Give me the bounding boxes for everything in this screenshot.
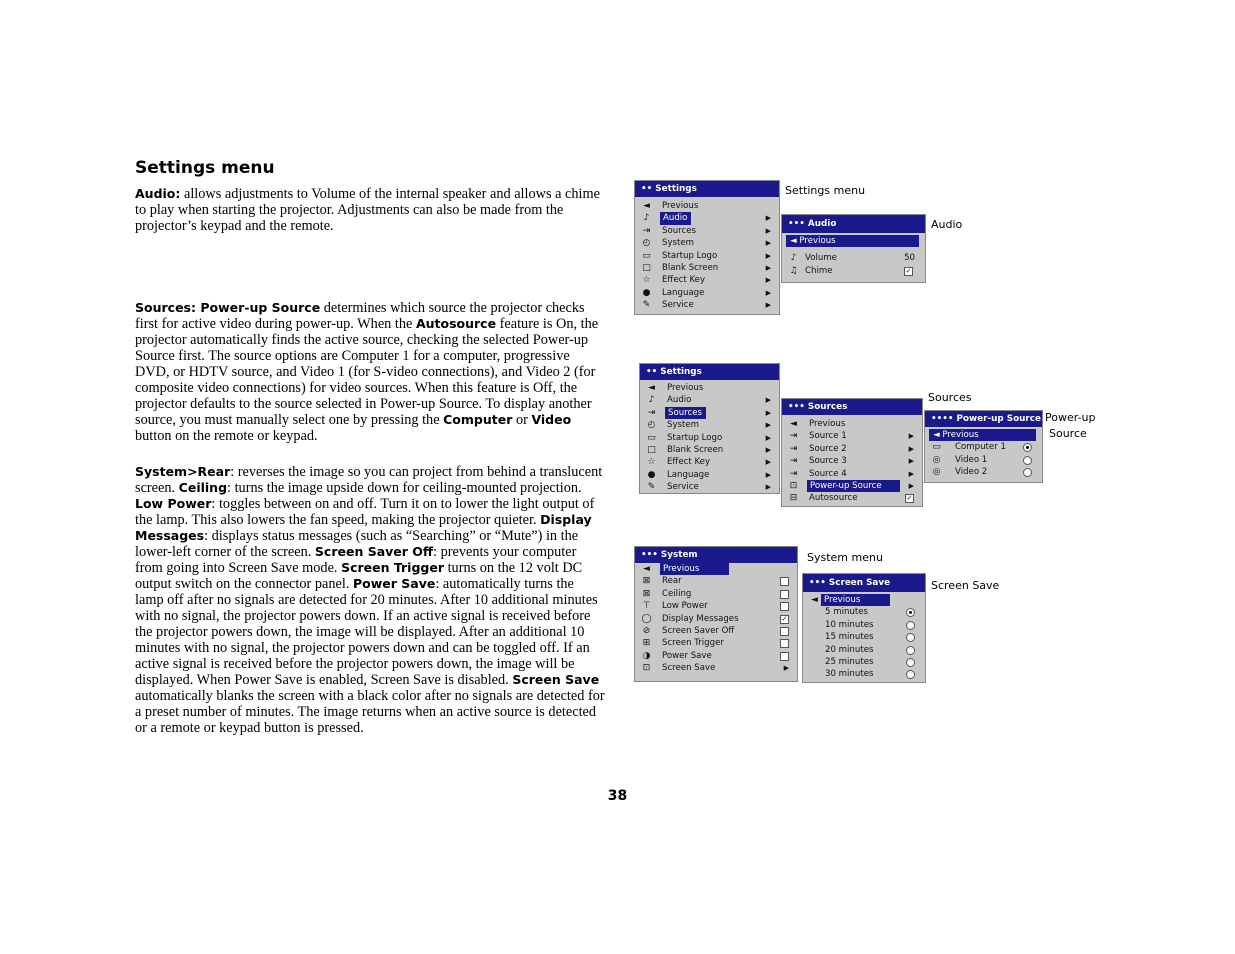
- settings-menu-2: [639, 363, 780, 494]
- menu-item-previous[interactable]: [635, 200, 779, 212]
- source-icon: ⇥: [647, 407, 656, 418]
- power-save-icon: ◑: [642, 650, 651, 661]
- menu-item-label: Startup Logo: [667, 432, 723, 443]
- caption-power-up: Power-up: [1045, 411, 1096, 424]
- menu-item-startup-logo[interactable]: [635, 250, 779, 262]
- star-icon: ☆: [642, 275, 651, 286]
- menu-item-label: Previous: [662, 201, 699, 211]
- back-arrow-icon: ◄: [790, 419, 797, 429]
- menu-item-blank-screen[interactable]: [635, 262, 779, 274]
- screen-saver-off-icon: ⊘: [642, 625, 651, 636]
- menu-item-label: Audio: [667, 395, 692, 406]
- 20-minutes-radio[interactable]: [906, 646, 915, 655]
- system-text-6: turns on the 12 volt DC output switch on the connector panel.: [135, 560, 583, 592]
- chime-checkbox[interactable]: ✓: [905, 266, 912, 275]
- blank-screen-icon: □: [642, 262, 651, 273]
- menu-item-startup-logo[interactable]: [640, 432, 779, 444]
- 15-minutes-radio[interactable]: [906, 633, 915, 642]
- low-power-icon: ⊤: [642, 601, 651, 612]
- menu-item-previous[interactable]: [782, 418, 922, 430]
- screen-trigger-checkbox[interactable]: [780, 639, 789, 648]
- menu-item-label: Previous: [660, 563, 729, 575]
- menu-item-language[interactable]: [635, 287, 779, 299]
- video-icon: ◎: [932, 454, 941, 465]
- back-arrow-icon: ◄: [643, 564, 650, 574]
- screen-saver-off-checkbox[interactable]: [780, 627, 789, 636]
- power-up-source-menu: [924, 410, 1043, 483]
- submenu-arrow-icon: ▶: [765, 433, 771, 442]
- menu-item-ceiling[interactable]: [635, 588, 797, 600]
- autosource-checkbox[interactable]: ✓: [906, 494, 913, 503]
- monitor-icon: ▭: [932, 442, 941, 453]
- menu-item-label: 30 minutes: [825, 669, 874, 680]
- menu-item-label: Source 4: [809, 468, 847, 479]
- system-text-8: automatically blanks the screen with a black color after no signals are detected for a preset number of minutes. The image returns when an active source is detected or a remote or keypad button is pressed.: [135, 688, 605, 736]
- system-text-7: : automatically turns the lamp off after no signals are detected for 20 minutes. After 10 additional minutes with no signal, the projector powers down. If an active signal is received before the projector powers down, the image will be displayed. After an additional 10 minutes with no signal, the projector powers down and can be toggled off. If an active signal is received before the projector powers down, the image will be displayed. When Power Save is enabled, Screen Save is disabled.: [135, 576, 598, 688]
- menu-item-label: Ceiling: [662, 588, 692, 599]
- ceiling-icon: ⊠: [642, 588, 651, 599]
- menu-item-label: Power-up Source: [807, 480, 900, 492]
- menu-item-label: Computer 1: [955, 442, 1006, 453]
- menu-item-label: Sources: [665, 407, 706, 419]
- source-icon: ⇥: [789, 443, 798, 454]
- star-icon: ☆: [647, 457, 656, 468]
- message-icon: ◯: [641, 613, 652, 624]
- menu-item-source-1[interactable]: [782, 430, 922, 442]
- menu-item-chime[interactable]: [782, 265, 925, 277]
- menu-item-label: Rear: [662, 576, 682, 587]
- menu-item-power-save[interactable]: [635, 650, 797, 662]
- back-arrow-icon: ◄: [648, 383, 655, 393]
- video-1-radio[interactable]: [1023, 456, 1032, 465]
- screen-trigger-icon: ⊞: [642, 638, 651, 649]
- menu-item-effect-key[interactable]: [635, 274, 779, 286]
- sources-menu: [781, 398, 923, 507]
- system-menu-title: ••• System: [635, 547, 797, 563]
- menu-item-label: Blank Screen: [667, 444, 724, 455]
- submenu-arrow-icon: ▶: [908, 469, 914, 478]
- system-text-5: : prevents your computer from going into Screen Save mode.: [135, 544, 577, 576]
- screen-save-menu: [802, 573, 926, 683]
- system-paragraph: [135, 464, 605, 736]
- menu-item-label: System: [667, 420, 700, 431]
- computer-term: Computer: [443, 412, 513, 427]
- menu-item-label: Service: [667, 482, 699, 493]
- settings-menu-title: •• Settings: [640, 364, 779, 380]
- screen-save-term: Screen Save: [512, 672, 600, 687]
- computer-1-radio[interactable]: [1023, 443, 1032, 452]
- caption-sources: Sources: [928, 391, 972, 404]
- system-text-3: : toggles between on and off. Turn it on to lower the light output of the lamp. This also lowers the fan speed, making the projector quieter.: [135, 496, 595, 528]
- menu-item-label: Audio: [660, 212, 691, 224]
- menu-item-previous[interactable]: [782, 235, 925, 247]
- video-2-radio[interactable]: [1023, 468, 1032, 477]
- menu-item-label: Screen Save: [662, 663, 716, 674]
- menu-item-label: Power Save: [662, 650, 712, 661]
- menu-item-label: 20 minutes: [825, 644, 874, 655]
- sources-text-4: button on the remote or keypad.: [135, 428, 318, 444]
- screen-save-icon: ⊡: [642, 663, 651, 674]
- menu-item-screen-save[interactable]: [635, 662, 797, 674]
- 5-minutes-radio[interactable]: [906, 608, 915, 617]
- menu-item-previous[interactable]: [925, 429, 1042, 441]
- submenu-arrow-icon: ▶: [783, 664, 789, 673]
- submenu-arrow-icon: ▶: [765, 396, 771, 405]
- submenu-arrow-icon: ▶: [765, 239, 771, 248]
- submenu-arrow-icon: ▶: [765, 251, 771, 260]
- 30-minutes-radio[interactable]: [906, 670, 915, 679]
- audio-text: allows adjustments to Volume of the internal speaker and allows a chime to play when starting the projector. Adjustments can also be made from the projector’s keypad and the remote.: [135, 186, 600, 234]
- menu-item-service[interactable]: [635, 299, 779, 311]
- display-messages-term: Display Messages: [135, 512, 592, 543]
- sources-text-1: determines which source the projector checks first for active video during power-up. When the: [135, 300, 585, 332]
- power-up-source-icon: ⊡: [789, 480, 798, 491]
- menu-item-25-minutes[interactable]: [803, 656, 925, 668]
- menu-item-label: ◄ Previous: [929, 429, 1036, 441]
- menu-item-power-up-source[interactable]: [782, 480, 922, 492]
- sources-text-3: or: [512, 412, 532, 428]
- menu-item-label: Source 1: [809, 431, 847, 442]
- menu-item-label: Sources: [662, 225, 696, 236]
- menu-item-label: Previous: [821, 594, 890, 606]
- power-up-source-menu-title: •••• Power-up Source: [925, 411, 1042, 427]
- system-text-1: : reverses the image so you can project from behind a translucent screen.: [135, 464, 603, 496]
- menu-item-label: Source 2: [809, 443, 847, 454]
- menu-item-video-2[interactable]: [925, 466, 1042, 478]
- caption-settings-menu: Settings menu: [785, 184, 866, 197]
- menu-item-screen-saver-off[interactable]: [635, 625, 797, 637]
- submenu-arrow-icon: ▶: [908, 444, 914, 453]
- audio-menu: [781, 214, 926, 283]
- menu-item-20-minutes[interactable]: [803, 644, 925, 656]
- chime-icon: ♫: [789, 265, 798, 276]
- menu-item-label: Language: [662, 287, 705, 298]
- caption-system-menu: System menu: [807, 551, 883, 564]
- menu-item-label: Display Messages: [662, 613, 739, 624]
- back-arrow-icon: ◄: [811, 595, 818, 605]
- menu-item-label: 10 minutes: [825, 619, 874, 630]
- menu-item-computer-1[interactable]: [925, 441, 1042, 453]
- speaker-icon: ♪: [790, 253, 797, 264]
- audio-menu-title: ••• Audio: [782, 215, 925, 233]
- source-icon: ⇥: [789, 431, 798, 442]
- system-icon: ◴: [647, 420, 656, 431]
- menu-item-label: Low Power: [662, 601, 708, 612]
- sources-paragraph: [135, 300, 605, 444]
- menu-item-system[interactable]: [640, 419, 779, 431]
- source-icon: ⇥: [789, 468, 798, 479]
- submenu-arrow-icon: ▶: [765, 421, 771, 430]
- menu-item-language[interactable]: [640, 469, 779, 481]
- menu-item-system[interactable]: [635, 237, 779, 249]
- low-power-term: Low Power: [135, 496, 212, 511]
- speaker-icon: ♪: [643, 213, 650, 224]
- menu-item-label: Effect Key: [667, 457, 711, 468]
- logo-icon: ▭: [647, 432, 656, 443]
- screen-trigger-term: Screen Trigger: [341, 560, 445, 575]
- submenu-arrow-icon: ▶: [765, 276, 771, 285]
- menu-item-sources[interactable]: [640, 407, 779, 419]
- menu-item-label: ◄ Previous: [786, 235, 919, 247]
- submenu-arrow-icon: ▶: [765, 301, 771, 310]
- display-messages-checkbox[interactable]: ✓: [781, 614, 788, 623]
- wrench-icon: ✎: [642, 300, 651, 311]
- power-save-term: Power Save: [352, 576, 436, 591]
- globe-icon: ●: [642, 287, 651, 298]
- page-title: Settings menu: [135, 158, 275, 178]
- menu-item-source-2[interactable]: [782, 443, 922, 455]
- autosource-icon: ⊟: [789, 493, 798, 504]
- screen-save-menu-title: ••• Screen Save: [803, 574, 925, 592]
- menu-item-video-1[interactable]: [925, 454, 1042, 466]
- menu-item-audio[interactable]: [640, 394, 779, 406]
- submenu-arrow-icon: ▶: [765, 458, 771, 467]
- back-arrow-icon: ◄: [643, 201, 650, 211]
- rear-term: System>Rear: [135, 464, 231, 479]
- menu-item-label: Screen Trigger: [662, 638, 724, 649]
- menu-item-label: Chime: [805, 265, 833, 276]
- audio-paragraph: [135, 186, 605, 234]
- menu-item-label: Video 1: [955, 454, 988, 465]
- video-term: Video: [531, 412, 572, 427]
- ceiling-checkbox[interactable]: [780, 590, 789, 599]
- 10-minutes-radio[interactable]: [906, 621, 915, 630]
- submenu-arrow-icon: ▶: [765, 445, 771, 454]
- menu-item-label: 25 minutes: [825, 656, 874, 667]
- menu-item-30-minutes[interactable]: [803, 668, 925, 680]
- menu-item-sources[interactable]: [635, 225, 779, 237]
- autosource-term: Autosource: [415, 316, 497, 331]
- menu-item-label: Startup Logo: [662, 250, 718, 261]
- rear-icon: ⊠: [642, 576, 651, 587]
- menu-item-label: Language: [667, 469, 710, 480]
- menu-item-low-power[interactable]: [635, 600, 797, 612]
- globe-icon: ●: [647, 469, 656, 480]
- menu-item-label: Blank Screen: [662, 262, 719, 273]
- menu-item-rear[interactable]: [635, 575, 797, 587]
- audio-term: Audio:: [135, 186, 181, 201]
- menu-item-source-3[interactable]: [782, 455, 922, 467]
- system-text-2: : turns the image upside down for ceiling-mounted projection.: [227, 480, 582, 496]
- system-text-4: : displays status messages (such as “Searching” or “Mute”) in the lower-left corner of the screen.: [135, 528, 579, 560]
- menu-item-5-minutes[interactable]: [803, 606, 925, 618]
- menu-item-previous[interactable]: [803, 594, 925, 606]
- low-power-checkbox[interactable]: [780, 602, 789, 611]
- caption-audio: Audio: [931, 218, 963, 231]
- menu-item-service[interactable]: [640, 481, 779, 493]
- volume-value: 50: [904, 253, 915, 264]
- 25-minutes-radio[interactable]: [906, 658, 915, 667]
- caption-screen-save: Screen Save: [931, 579, 1000, 592]
- menu-item-label: Source 3: [809, 456, 847, 467]
- menu-item-label: Autosource: [809, 493, 858, 504]
- menu-item-blank-screen[interactable]: [640, 444, 779, 456]
- submenu-arrow-icon: ▶: [765, 214, 771, 223]
- menu-item-label: Video 2: [955, 467, 988, 478]
- submenu-arrow-icon: ▶: [765, 263, 771, 272]
- speaker-icon: ♪: [648, 395, 655, 406]
- menu-item-source-4[interactable]: [782, 468, 922, 480]
- caption-source: Source: [1049, 427, 1087, 440]
- submenu-arrow-icon: ▶: [908, 432, 914, 441]
- submenu-arrow-icon: ▶: [765, 470, 771, 479]
- menu-item-previous[interactable]: [640, 382, 779, 394]
- submenu-arrow-icon: ▶: [765, 408, 771, 417]
- submenu-arrow-icon: ▶: [765, 483, 771, 492]
- menu-item-autosource[interactable]: [782, 492, 922, 504]
- menu-item-display-messages[interactable]: [635, 613, 797, 625]
- source-icon: ⇥: [642, 225, 651, 236]
- source-icon: ⇥: [789, 456, 798, 467]
- sources-text-2: feature is On, the projector automatically finds the active source, checking the selected Power-up Source first. The source options are Computer 1 for a computer, progressive DVD, or HDTV source, and Video 1 (for S-video connections), and Video 2 (for composite video connections) for video sources. When this feature is Off, the projector defaults to the source selected in Power-up Source. To display another source, you must manually select one by pressing the: [135, 316, 599, 428]
- menu-item-previous[interactable]: [635, 563, 797, 575]
- logo-icon: ▭: [642, 250, 651, 261]
- menu-item-label: 5 minutes: [825, 607, 868, 618]
- menu-item-screen-trigger[interactable]: [635, 637, 797, 649]
- settings-menu: [634, 180, 780, 315]
- submenu-arrow-icon: ▶: [765, 288, 771, 297]
- menu-item-audio[interactable]: [635, 212, 779, 224]
- menu-item-label: Volume: [805, 253, 837, 264]
- menu-item-label: Effect Key: [662, 275, 706, 286]
- menu-item-label: Previous: [667, 383, 704, 393]
- settings-menu-title: •• Settings: [635, 181, 779, 197]
- menu-item-label: 15 minutes: [825, 632, 874, 643]
- wrench-icon: ✎: [647, 482, 656, 493]
- system-icon: ◴: [642, 238, 651, 249]
- submenu-arrow-icon: ▶: [765, 226, 771, 235]
- screen-saver-off-term: Screen Saver Off: [314, 544, 434, 559]
- power-save-checkbox[interactable]: [780, 652, 789, 661]
- submenu-arrow-icon: ▶: [908, 457, 914, 466]
- system-menu: [634, 546, 798, 682]
- menu-item-label: Service: [662, 300, 694, 311]
- video-icon: ◎: [932, 467, 941, 478]
- menu-item-label: Previous: [809, 419, 846, 429]
- menu-item-label: System: [662, 238, 695, 249]
- page-number: 38: [607, 788, 628, 804]
- menu-item-volume[interactable]: [782, 252, 925, 264]
- sources-menu-title: ••• Sources: [782, 399, 922, 415]
- menu-item-10-minutes[interactable]: [803, 619, 925, 631]
- menu-item-effect-key[interactable]: [640, 456, 779, 468]
- rear-checkbox[interactable]: [780, 577, 789, 586]
- submenu-arrow-icon: ▶: [908, 481, 914, 490]
- ceiling-term: Ceiling: [178, 480, 228, 495]
- sources-term: Sources: Power-up Source: [135, 300, 321, 315]
- menu-item-15-minutes[interactable]: [803, 631, 925, 643]
- menu-item-label: Screen Saver Off: [662, 625, 735, 636]
- blank-screen-icon: □: [647, 444, 656, 455]
